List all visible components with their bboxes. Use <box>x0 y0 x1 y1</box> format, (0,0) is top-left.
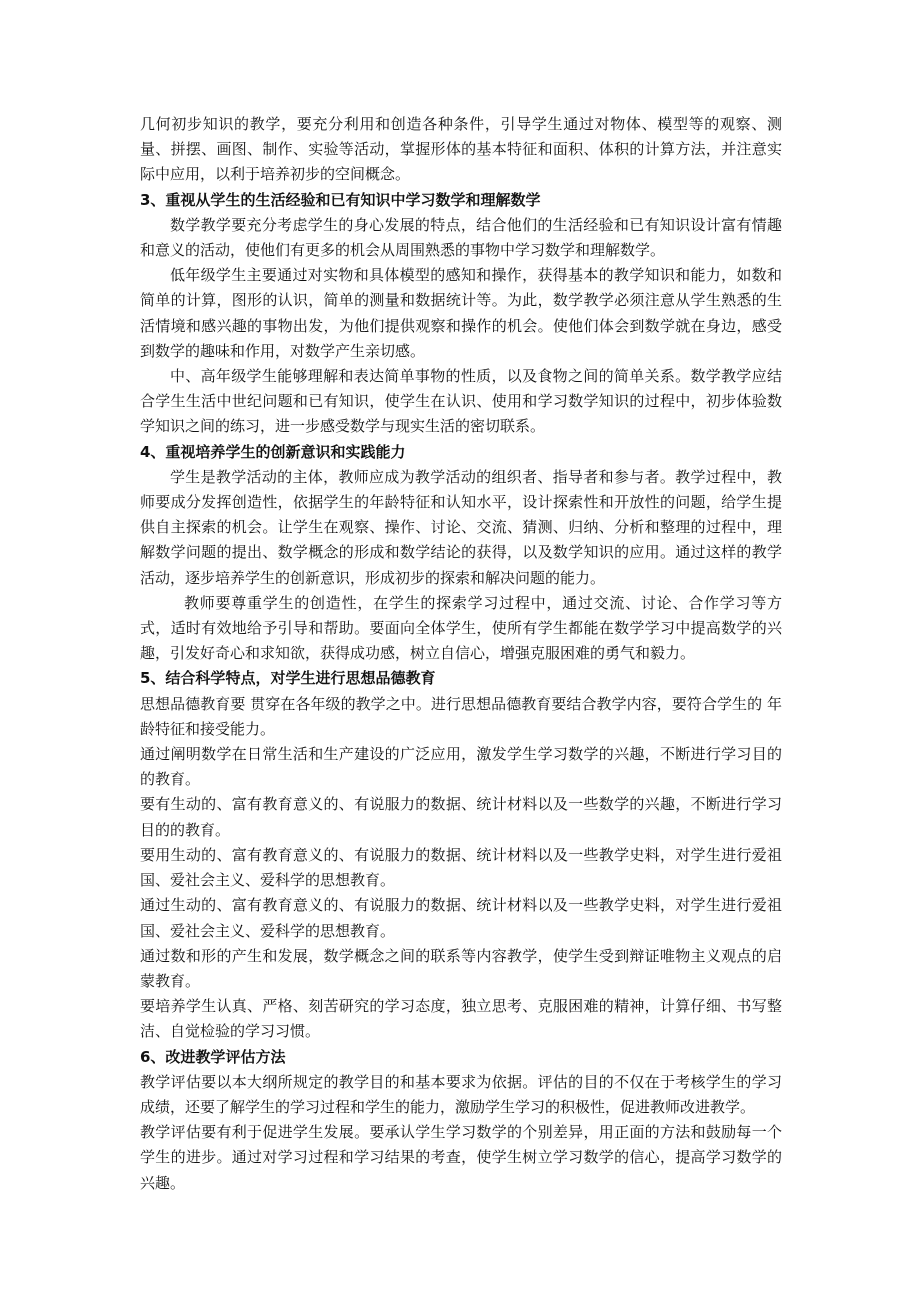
section-heading-4: 4、重视培养学生的创新意识和实践能力 <box>140 442 406 461</box>
paragraph-geometry-intro: 几何初步知识的教学，要充分利用和创造各种条件，引导学生通过对物体、模型等的观察、测量、拼摆、画图、制作、实验等活动，掌握形体的基本特征和面积、体积的计算方法，并注意实际中应用，以利于培养初步的空间概念。 <box>140 115 782 184</box>
paragraph-upper-grades: 中、高年级学生能够理解和表达简单事物的性质，以及食物之间的简单关系。数学教学应结合学生生活中世纪问题和已有知识，使学生在认识、使用和学习数学知识的过程中，初步体验数学知识之间的练习，进一步感受数学与现实生活的密切联系。 <box>140 367 782 436</box>
paragraph-dialectics: 通过数和形的产生和发展，数学概念之间的联系等内容教学，使学生受到辩证唯物主义观点的启蒙教育。 <box>140 946 782 990</box>
paragraph-patriotism-1: 要用生动的、富有教育意义的、有说服力的数据、统计材料以及一些教学史料，对学生进行爱祖国、爱社会主义、爱科学的思想教育。 <box>140 845 782 890</box>
section-heading-5: 5、结合科学特点，对学生进行思想品德教育 <box>140 669 436 688</box>
paragraph-lower-grades: 低年级学生主要通过对实物和具体模型的感知和操作，获得基本的教学知识和能力，如数和简单的计算，图形的认识，简单的测量和数据统计等。为此，数学教学必须注意从学生熟悉的生活情境和感兴趣的事物出发，为他们提供观察和操作的机会。使他们体会到数学就在身边，感受到数学的趣味和作用，对数学产生亲切感。 <box>140 266 782 360</box>
paragraph-evaluation-basis: 教学评估要以本大纲所规定的教学目的和基本要求为依据。评估的目的不仅在于考核学生的学习成绩，还要了解学生的学习过程和学生的能力，激励学生学习的积极性，促进教师改进教学。 <box>140 1072 782 1116</box>
paragraph-study-habits: 要培养学生认真、严格、刻苦研究的学习态度，独立思考、克服困难的精神，计算仔细、书写整洁、自觉检验的学习习惯。 <box>140 997 782 1041</box>
paragraph-teacher-respect: 教师要尊重学生的创造性，在学生的探索学习过程中，通过交流、讨论、合作学习等方式，适时有效地给予引导和帮助。要面向全体学生，使所有学生都能在数学学习中提高数学的兴趣，引发好奇心和求知欲，获得成功感，树立自信心，增强克服困难的勇气和毅力。 <box>140 593 782 663</box>
paragraph-application: 通过阐明数学在日常生活和生产建设的广泛应用，激发学生学习数学的兴趣，不断进行学习目的的教育。 <box>140 745 782 789</box>
paragraph-evaluation-development: 教学评估要有利于促进学生发展。要承认学生学习数学的个别差异，用正面的方法和鼓励每一个学生的进步。通过对学习过程和学习结果的考查，使学生树立学习数学的信心，提高学习数学的兴趣。 <box>140 1123 782 1192</box>
paragraph-student-subject: 学生是教学活动的主体，教师应成为教学活动的组织者、指导者和参与者。教学过程中，教师要成分发挥创造性，依据学生的年龄特征和认知水平，设计探索性和开放性的问题，给学生提供自主探索的机会。让学生在观察、操作、讨论、交流、猜测、归纳、分析和整理的过程中，理解数学问题的提出、数学概念的形成和数学结论的获得，以及数学知识的应用。通过这样的教学活动，逐步培养学生的创新意识，形成初步的探索和解决问题的能力。 <box>140 467 782 587</box>
paragraph-life-experience: 数学教学要充分考虑学生的身心发展的特点，结合他们的生活经验和已有知识设计富有情趣和意义的活动，使他们有更多的机会从周围熟悉的事物中学习数学和理解数学。 <box>140 215 782 260</box>
section-heading-3: 3、重视从学生的生活经验和已有知识中学习数学和理解数学 <box>140 190 541 209</box>
paragraph-vivid-data-interest: 要有生动的、富有教育意义的、有说服力的数据、统计材料以及一些数学的兴趣，不断进行学习目的的教育。 <box>140 795 782 839</box>
section-heading-6: 6、改进教学评估方法 <box>140 1047 286 1066</box>
paragraph-moral-education: 思想品德教育要 贯穿在各年级的教学之中。进行思想品德教育要结合教学内容，要符合学生的 年龄特征和接受能力。 <box>140 694 782 738</box>
paragraph-patriotism-2: 通过生动的、富有教育意义的、有说服力的数据、统计材料以及一些教学史料，对学生进行爱祖国、爱社会主义、爱科学的思想教育。 <box>140 896 782 940</box>
